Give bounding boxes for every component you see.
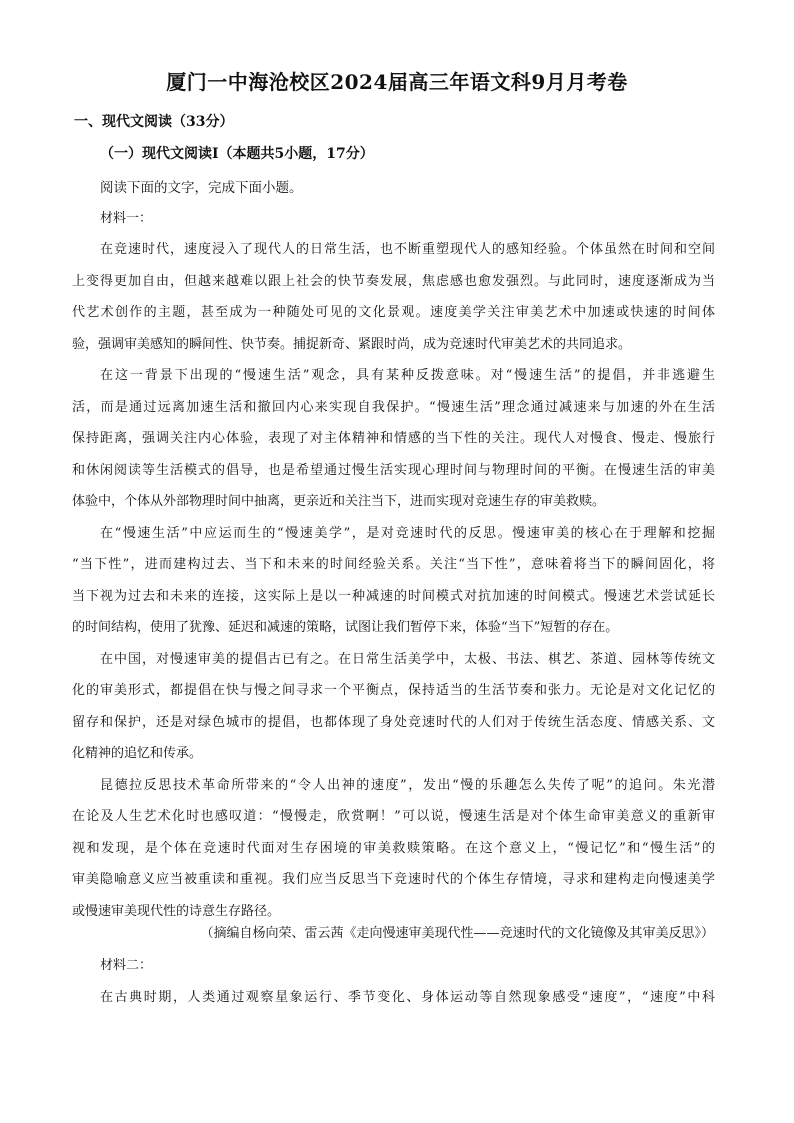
paragraph-line: 体验中，个体从外部物理时间中抽离，更亲近和关注当下，进而实现对竞速生存的审美救赎。 [72,494,606,509]
paragraph-line: “当下性”，进而建构过去、当下和未来的时间经验关系。关注“当下性”，意味着将当下的瞬间固化，将 [72,557,715,572]
paragraph-line: 上变得更加自由，但越来越难以跟上社会的快节奏发展，焦虑感也愈发强烈。与此同时，速度逐渐成为当 [72,273,715,289]
paragraph-line: 在论及人生艺术化时也感叹道：“慢慢走，欣赏啊！”可以说，慢速生活是对个体生命审美意义的重新审 [72,809,715,824]
subsection-heading: （一）现代文阅读Ⅰ（本题共5小题，17分） [100,146,374,162]
paragraph-line: 留存和保护，还是对绿色城市的提倡，也都体现了身处竞速时代的人们对于传统生活态度、情感关系、文 [72,714,715,730]
paragraph-line: 在竞速时代，速度浸入了现代人的日常生活，也不断重塑现代人的感知经验。个体虽然在时间和空间 [100,242,715,257]
paragraph-line: 保持距离，强调关注内心体验，表现了对主体精神和情感的当下性的关注。现代人对慢食、慢走、慢旅行 [72,431,715,446]
material-two-label: 材料二： [100,958,153,973]
paragraph-line: 昆德拉反思技术革命所带来的“令人出神的速度”，发出“慢的乐趣怎么失传了呢”的追问。朱光潜 [100,777,715,793]
paragraph-line: 代艺术创作的主题，甚至成为一种随处可见的文化景观。速度美学关注审美艺术中加速或快速的时间体 [72,305,715,320]
paragraph-line: 化精神的追忆和传承。 [72,746,203,761]
paragraph-line: 在“慢速生活”中应运而生的“慢速美学”，是对竞速时代的反思。慢速审美的核心在于理解和挖掘 [100,525,715,541]
exam-title: 厦门一中海沧校区2024届高三年语文科9月月考卷 [166,70,628,94]
section-heading: 一、现代文阅读（33分） [74,114,234,130]
paragraph-line: 或慢速审美现代性的诗意生存路径。 [72,903,281,919]
paragraph-line: 在这一背景下出现的“慢速生活”观念，具有某种反拨意味。对“慢速生活”的提倡，并非逃避生 [100,368,715,383]
paragraph-line: 活，而是通过远离加速生活和撤回内心来实现自我保护。“慢速生活”理念通过减速来与加速的外在生活 [72,399,715,415]
paragraph-line: 化的审美形式，都提倡在快与慢之间寻求一个平衡点，保持适当的生活节奏和张力。无论是对文化记忆的 [72,683,715,698]
source-citation: （摘编自杨向荣、雷云茜《走向慢速审美现代性——竞速时代的文化镜像及其审美反思》） [200,926,714,941]
paragraph-line: 视和发现，是个体在竞速时代面对生存困境的审美救赎策略。在这个意义上，“慢记忆”和“慢生活”的 [72,840,715,856]
paragraph-line: 审美隐喻意义应当被重读和重视。我们应当反思当下竞速时代的个体生存情境，寻求和建构走向慢速美学 [72,872,715,887]
material-one-label: 材料一： [100,211,153,226]
paragraph-line: 当下视为过去和未来的连接，这实际上是以一种减速的时间模式对抗加速的时间模式。慢速艺术尝试延长 [72,588,715,604]
paragraph-line: 验，强调审美感知的瞬间性、快节奏。捕捉新奇、紧跟时尚，成为竞速时代审美艺术的共同追求。 [72,336,632,352]
paragraph-line: 在中国，对慢速审美的提倡古已有之。在日常生活美学中，太极、书法、棋艺、茶道、园林等传统文 [100,651,715,667]
paragraph-line: 和休闲阅读等生活模式的倡导，也是希望通过慢生活实现心理时间与物理时间的平衡。在慢速生活的审美 [72,462,715,478]
reading-instruction: 阅读下面的文字，完成下面小题。 [100,180,303,196]
paragraph-line: 的时间结构，使用了犹豫、延迟和减速的策略，试图让我们暂停下来，体验“当下”短暂的存在。 [72,620,619,635]
material-two-first-line: 在古典时期，人类通过观察星象运行、季节变化、身体运动等自然现象感受“速度”，“速度”中科 [100,990,715,1005]
